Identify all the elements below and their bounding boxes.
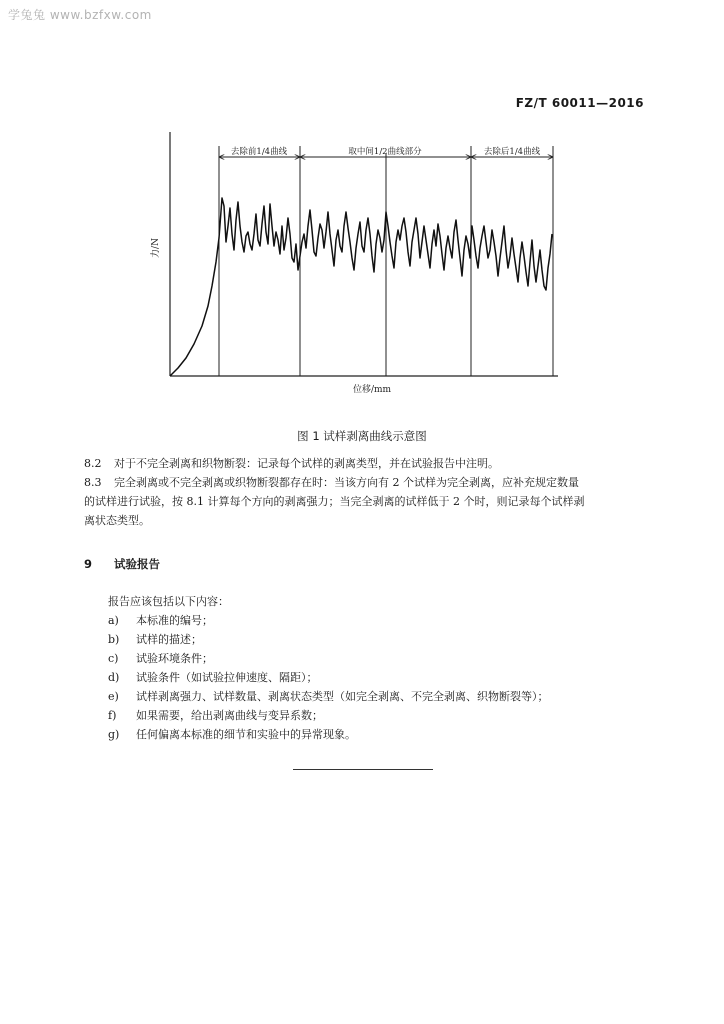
x-axis-label: 位移/mm [352, 385, 392, 395]
report-item-a [108, 612, 213, 628]
report-item-c [108, 650, 213, 666]
paragraph-8-3-line-3: 离状态类型。 [84, 514, 150, 527]
watermark: 学兔兔 www.bzfxw.com [8, 8, 152, 22]
list-text: 如果需要，给出剥离曲线与变异系数； [136, 709, 323, 722]
list-key: g) [108, 728, 120, 741]
report-item-g [108, 726, 356, 742]
report-item-d [108, 669, 318, 685]
list-key: d) [108, 671, 120, 684]
segment-label-middle: 取中间1/2曲线部分 [348, 147, 422, 157]
paragraph-number: 8.3 [84, 476, 102, 489]
list-key: c) [108, 652, 119, 665]
report-item-f [108, 707, 323, 723]
report-item-b [108, 631, 202, 647]
list-key: f) [108, 709, 117, 722]
paragraph-8-2 [84, 455, 499, 473]
paragraph-text: 完全剥离或不完全剥离或织物断裂都存在时：当该方向有 2 个试样为完全剥离，应补充规定数量 [114, 476, 579, 489]
list-key: e) [108, 690, 119, 703]
segment-label-back: 去除后1/4曲线 [483, 147, 541, 157]
list-key: a) [108, 614, 119, 627]
end-of-standard-rule [293, 769, 433, 770]
report-intro: 报告应该包括以下内容： [108, 595, 229, 608]
figure-caption: 图 1 试样剥离曲线示意图 [297, 429, 427, 443]
list-text: 本标准的编号； [136, 614, 213, 627]
segment-label-front: 去除前1/4曲线 [230, 147, 288, 157]
y-axis-label: 力/N [151, 238, 161, 258]
list-text: 试验环境条件； [136, 652, 213, 665]
paragraph-text: 对于不完全剥离和织物断裂：记录每个试样的剥离类型，并在试验报告中注明。 [114, 457, 499, 470]
report-item-e [108, 688, 549, 704]
list-text: 试样剥离强力、试样数量、剥离状态类型（如完全剥离、不完全剥离、织物断裂等）； [136, 690, 549, 703]
list-text: 试样的描述； [136, 633, 202, 646]
paragraph-8-3-line-2: 的试样进行试验，按 8.1 计算每个方向的剥离强力；当完全剥离的试样低于 2 个时，则记录每个试样剥 [84, 495, 585, 508]
peel-curve [170, 198, 552, 376]
list-text: 任何偏离本标准的细节和实验中的异常现象。 [136, 728, 356, 741]
list-key: b) [108, 633, 120, 646]
section-title: 试验报告 [114, 557, 160, 571]
section-9-heading [84, 556, 160, 572]
paragraph-8-3 [84, 474, 579, 492]
list-text: 试验条件（如试验拉伸速度、隔距）； [136, 671, 318, 684]
section-number: 9 [84, 557, 93, 571]
standard-number: FZ/T 60011—2016 [515, 96, 644, 110]
paragraph-number: 8.2 [84, 457, 102, 470]
peel-curve-figure [140, 130, 570, 400]
